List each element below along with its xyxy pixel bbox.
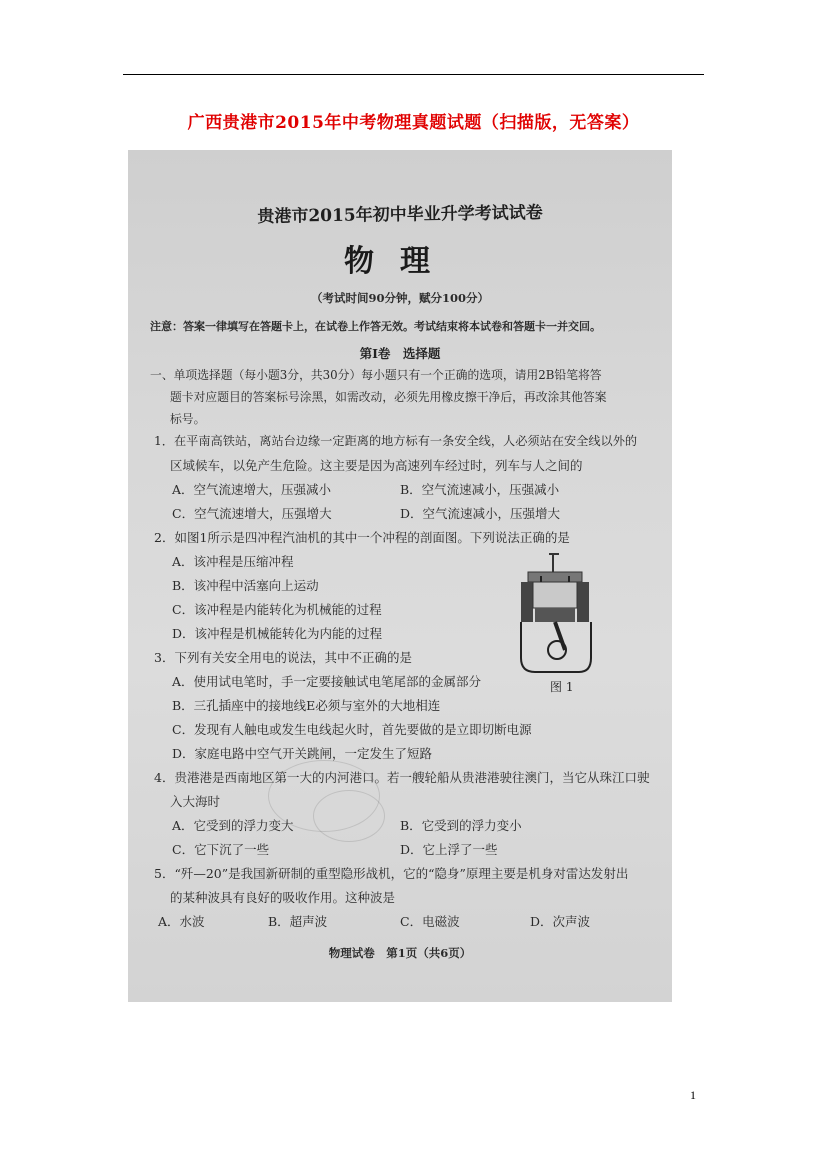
page-number: 1: [690, 1088, 696, 1102]
figure-1-label: 图 1: [550, 680, 574, 694]
question-5-option-b: B．超声波: [268, 914, 328, 929]
subject-title: 物理: [344, 244, 456, 279]
question-4-option-d: D．它上浮了一些: [400, 842, 498, 857]
exam-notice: 注意：答案一律填写在答题卡上，在试卷上作答无效。考试结束将本试卷和答题卡一并交回。: [150, 320, 601, 333]
part1-instruction-line: 题卡对应题目的答案标号涂黑，如需改动，必须先用橡皮擦干净后，再改涂其他答案: [170, 390, 607, 404]
question-5-stem: 的某种波具有良好的吸收作用。这种波是: [170, 890, 396, 905]
question-2-option-a: A．该冲程是压缩冲程: [172, 554, 294, 569]
question-1-option-a: A．空气流速增大，压强减小: [172, 482, 332, 497]
question-5-stem: 5．“歼—20”是我国新研制的重型隐形战机，它的“隐身”原理主要是机身对雷达发射出: [154, 866, 629, 881]
document-title: 广西贵港市2015年中考物理真题试题（扫描版，无答案）: [187, 113, 640, 133]
question-4-stem: 入大海时: [170, 794, 221, 809]
question-1-option-c: C．空气流速增大，压强增大: [172, 506, 332, 521]
question-2-option-c: C．该冲程是内能转化为机械能的过程: [172, 602, 382, 617]
question-1-stem: 区域候车，以免产生危险。这主要是因为高速列车经过时，列车与人之间的: [170, 458, 583, 473]
question-2-option-b: B．该冲程中活塞向上运动: [172, 578, 319, 593]
question-1-option-d: D．空气流速减小，压强增大: [400, 506, 561, 521]
question-3-option-b: B．三孔插座中的接地线E必须与室外的大地相连: [172, 698, 441, 713]
exam-title: 贵港市2015年初中毕业升学考试试卷: [257, 203, 543, 227]
part1-instruction-line: 标号。: [170, 412, 206, 426]
question-3-option-a: A．使用试电笔时，手一定要接触试电笔尾部的金属部分: [172, 674, 482, 689]
question-4-option-b: B．它受到的浮力变小: [400, 818, 522, 833]
exam-info: （考试时间90分钟，赋分100分）: [310, 291, 489, 305]
question-5-option-a: A．水波: [158, 914, 205, 929]
question-2-stem: 2．如图1所示是四冲程汽油机的其中一个冲程的剖面图。下列说法正确的是: [154, 530, 570, 545]
bleed-through-stamp: [313, 790, 385, 842]
question-1-option-b: B．空气流速减小，压强减小: [400, 482, 560, 497]
scanned-exam-page: [128, 150, 672, 1002]
question-4-option-a: A．它受到的浮力变大: [172, 818, 294, 833]
exam-page-footer: 物理试卷 第1页（共6页）: [328, 946, 472, 960]
question-5-option-d: D．次声波: [530, 914, 591, 929]
header-rule: [123, 74, 704, 75]
part1-instruction-line: 一、单项选择题（每小题3分，共30分）每小题只有一个正确的选项，请用2B铅笔将答: [150, 368, 602, 382]
engine-cross-section-figure: [513, 550, 603, 675]
question-1-stem: 1．在平南高铁站，离站台边缘一定距离的地方标有一条安全线，人必须站在安全线以外的: [154, 434, 638, 448]
question-3-option-c: C．发现有人触电或发生电线起火时，首先要做的是立即切断电源: [172, 722, 532, 737]
question-3-option-d: D．家庭电路中空气开关跳闸，一定发生了短路: [172, 746, 433, 761]
question-5-option-c: C．电磁波: [400, 914, 460, 929]
question-4-option-c: C．它下沉了一些: [172, 842, 270, 857]
question-3-stem: 3．下列有关安全用电的说法，其中不正确的是: [154, 650, 412, 665]
section-title: 第Ⅰ卷 选择题: [359, 346, 441, 361]
question-4-stem: 4．贵港港是西南地区第一大的内河港口。若一艘轮船从贵港港驶往澳门，当它从珠江口驶: [154, 770, 650, 785]
question-2-option-d: D．该冲程是机械能转化为内能的过程: [172, 626, 383, 641]
